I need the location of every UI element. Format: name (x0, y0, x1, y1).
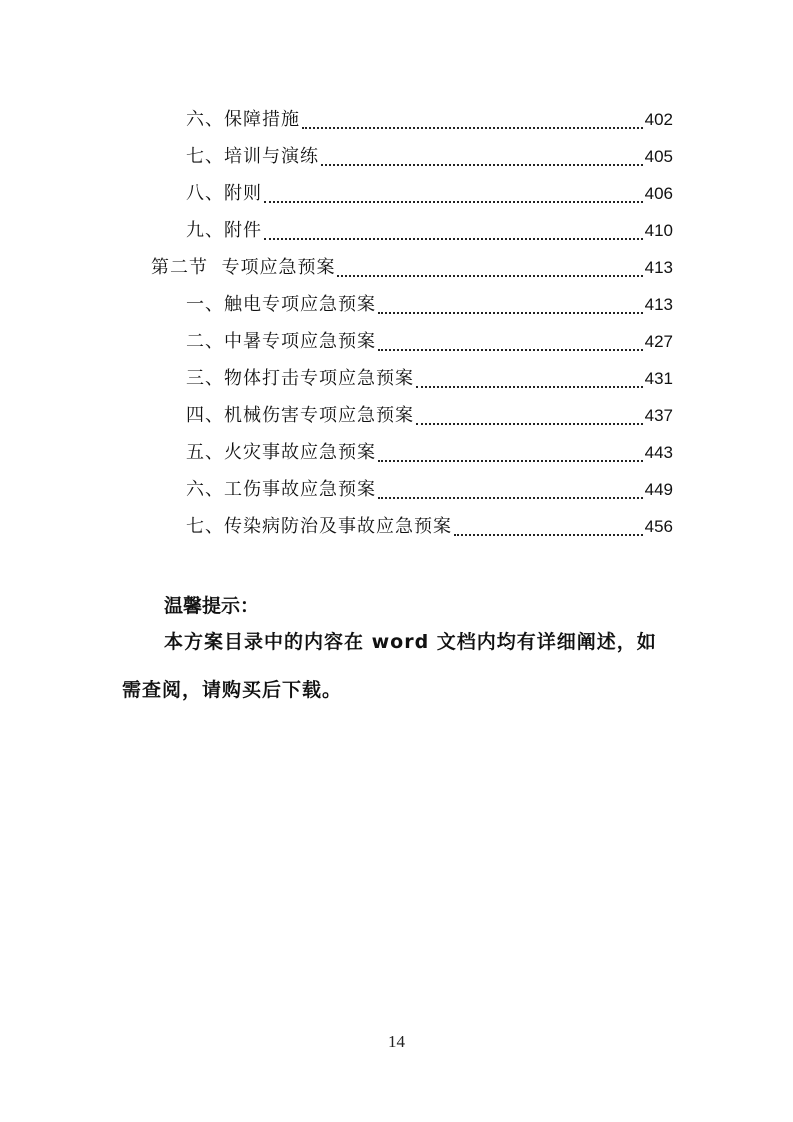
page-number: 14 (388, 1032, 405, 1051)
toc-entry[interactable] (186, 438, 673, 468)
toc-entry-title: 第二节 专项应急预案 (151, 257, 336, 278)
toc-entry-title: 六、工伤事故应急预案 (186, 479, 376, 500)
toc-entry-page: 443 (644, 443, 673, 462)
toc-entry-title: 四、机械伤害专项应急预案 (186, 405, 414, 426)
toc-entry-section[interactable] (151, 253, 673, 283)
toc-entry-page: 437 (644, 406, 673, 425)
toc-entry[interactable] (186, 475, 673, 505)
toc-entry[interactable] (186, 364, 673, 394)
toc-leader-dots (264, 201, 643, 203)
toc-entry-title: 五、火灾事故应急预案 (186, 442, 376, 463)
tip-body-line-2: 需查阅，请购买后下载。 (122, 679, 343, 701)
toc-entry-title: 七、培训与演练 (186, 146, 319, 167)
toc-entry-page: 410 (644, 221, 673, 240)
toc-leader-dots (378, 460, 643, 462)
toc-leader-dots (416, 423, 643, 425)
toc-entry-page: 456 (644, 517, 673, 536)
toc-leader-dots (302, 127, 643, 129)
toc-entry-page: 427 (644, 332, 673, 351)
toc-entry-title: 八、附则 (186, 183, 262, 204)
toc-entry-page: 413 (644, 258, 673, 277)
toc-entry-page: 449 (644, 480, 673, 499)
toc-entry[interactable] (186, 290, 673, 320)
toc-leader-dots (378, 349, 643, 351)
toc-entry-page: 431 (644, 369, 673, 388)
toc-entry-page: 406 (644, 184, 673, 203)
toc-entry-title: 九、附件 (186, 220, 262, 241)
toc-entry-title: 一、触电专项应急预案 (186, 294, 376, 315)
toc-entry[interactable] (186, 105, 673, 135)
tip-body-line-1: 本方案目录中的内容在 word 文档内均有详细阐述，如 (164, 631, 657, 653)
toc-entry-page: 413 (644, 295, 673, 314)
toc-entry-title: 七、传染病防治及事故应急预案 (186, 516, 452, 537)
toc-entry-page: 405 (644, 147, 673, 166)
toc-entry[interactable] (186, 512, 673, 542)
tip-heading: 温馨提示： (164, 595, 260, 617)
toc-entry-page: 402 (644, 110, 673, 129)
toc-leader-dots (378, 497, 643, 499)
toc-leader-dots (454, 534, 643, 536)
toc-entry-title: 二、中暑专项应急预案 (186, 331, 376, 352)
toc-entry-title: 三、物体打击专项应急预案 (186, 368, 414, 389)
toc-entry-title: 六、保障措施 (186, 109, 300, 130)
toc-entry[interactable] (186, 216, 673, 246)
toc-leader-dots (264, 238, 643, 240)
toc-entry[interactable] (186, 142, 673, 172)
toc-entry[interactable] (186, 327, 673, 357)
toc-entry[interactable] (186, 401, 673, 431)
toc-entry[interactable] (186, 179, 673, 209)
toc-leader-dots (321, 164, 643, 166)
toc-leader-dots (416, 386, 643, 388)
toc-leader-dots (337, 275, 642, 277)
toc-leader-dots (378, 312, 643, 314)
